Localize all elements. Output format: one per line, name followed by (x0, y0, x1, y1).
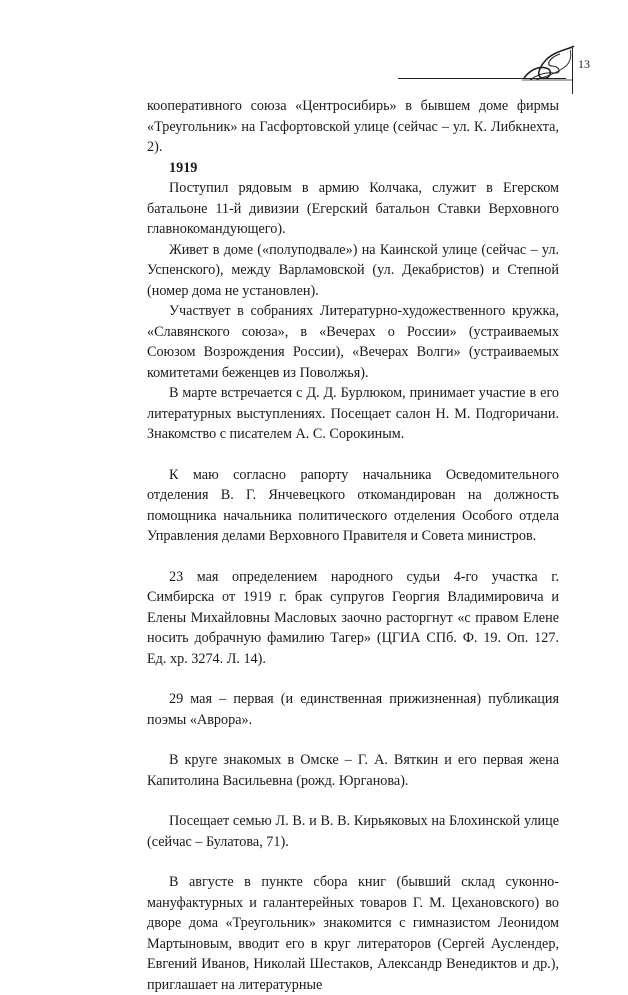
paragraph: В августе в пункте сбора книг (бывший склад суконно-мануфактурных и галантерейных товаров Г. М. Цехановского) во дворе дома «Треугольник» знакомится с гимназистом Леонидом Мартыновым, вводит его в круг литераторов (Сергей Ауслендер, Евгений Иванов, Николай Шестаков, Александр Венедиктов и др.), приглашает на литературные (147, 874, 559, 993)
paragraph: 23 мая определением народного судьи 4-го участка г. Симбирска от 1919 г. брак супругов Георгия Владимировича и Елены Михайловны Масловых заочно расторгнут «с правом Елене носить добрачную фамилию Тагер» (ЦГИА СПб. Ф. 19. Оп. 127. Ед. хр. 3274. Л. 14). (147, 568, 559, 667)
paragraph: 29 мая – первая (и единственная прижизненная) публикация поэмы «Аврора». (147, 691, 559, 728)
year-heading: 1919 (169, 159, 198, 176)
opening-paragraph: кооперативного союза «Центросибирь» в бывшем доме фирмы «Треугольник» на Гасфортовской улице (сейчас – ул. К. Либкнехта, 2). (147, 98, 559, 155)
page-number: 13 (578, 57, 590, 71)
paragraph: В марте встречается с Д. Д. Бурлюком, принимает участие в его литературных выступлениях. Посещает салон Н. М. Подгоричани. Знакомство с писателем А. С. Сорокиным. (147, 385, 559, 442)
paragraph: Поступил рядовым в армию Колчака, служит в Егерском батальоне 11-й дивизии (Егерский батальон Ставки Верховного главнокомандующего). (147, 180, 559, 237)
paragraph: Участвует в собраниях Литературно-художественного кружка, «Славянского союза», в «Вечерах о России» (устраиваемых Союзом Возрождения России), «Вечерах Волги» (устраиваемых комитетами беженцев из Поволжья). (147, 303, 559, 381)
paragraph: К маю согласно рапорту начальника Осведомительного отделения В. Г. Янчевецкого откомандирован на должность помощника начальника политического отделения Особого отдела Управления делами Верховного Правителя и Совета министров. (147, 466, 559, 544)
paragraph: Посещает семью Л. В. и В. В. Кирьяковых на Блохинской улице (сейчас – Булатова, 71). (147, 813, 559, 850)
body-text (147, 96, 559, 995)
paragraph: В круге знакомых в Омске – Г. А. Вяткин и его первая жена Капитолина Васильевна (рожд. Юрганова). (147, 752, 559, 789)
paragraph: Живет в доме («полуподвале») на Каинской улице (сейчас – ул. Успенского), между Варламовской (ул. Декабристов) и Степной (номер дома не установлен). (147, 241, 559, 299)
header-rule (398, 78, 566, 79)
header-vertical-rule (572, 48, 573, 94)
